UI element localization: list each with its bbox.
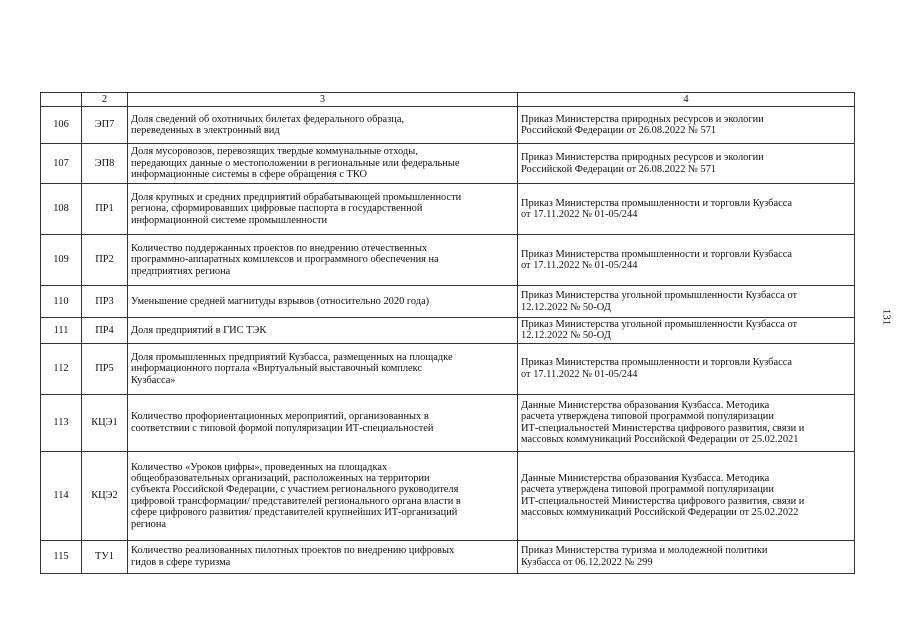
- row-number: 109: [41, 235, 82, 286]
- indicator-source-text: Приказ Министерства туризма и молодежной политики Кузбасса от 06.12.2022 № 299: [521, 545, 768, 568]
- indicator-description-text: Доля мусоровозов, перевозящих твердые коммунальные отходы, передающих данные о местоположении в региональные или федеральные информационные системы в сфере обращения с ТКО: [131, 146, 460, 181]
- indicator-description: [128, 394, 518, 451]
- table-row: [41, 286, 855, 318]
- indicator-description-text: Количество профориентационных мероприятий, организованных в соответствии с типовой формой популяризации ИТ-специальностей: [131, 411, 434, 434]
- indicator-source: [518, 451, 855, 540]
- table-header-row: [41, 93, 855, 107]
- table-row: [41, 144, 855, 184]
- indicator-description: [128, 107, 518, 144]
- indicator-code: ЭП8: [82, 144, 128, 184]
- table-row: [41, 107, 855, 144]
- table-row: [41, 235, 855, 286]
- row-number: 108: [41, 184, 82, 235]
- indicator-description: [128, 318, 518, 344]
- indicator-source: [518, 318, 855, 344]
- indicator-description: [128, 235, 518, 286]
- indicator-code: ТУ1: [82, 540, 128, 573]
- indicator-description-text: Доля предприятий в ГИС ТЭК: [131, 324, 267, 336]
- row-number: 112: [41, 343, 82, 394]
- indicator-code: ЭП7: [82, 107, 128, 144]
- indicator-code: КЦЭ1: [82, 394, 128, 451]
- indicator-code: КЦЭ2: [82, 451, 128, 540]
- indicator-source: [518, 540, 855, 573]
- indicator-source: [518, 184, 855, 235]
- indicator-source: [518, 394, 855, 451]
- indicator-description-text: Количество «Уроков цифры», проведенных на площадках общеобразовательных организаций, расположенных на территории субъекта Российской Федерации, с участием регионального руководителя цифровой трансформации/ представителей регионального органа власти в сфере цифрового развития/ представителей крупнейших ИТ-организаций региона: [131, 461, 461, 530]
- indicator-source-text: Приказ Министерства природных ресурсов и экологии Российской Федерации от 26.08.2022 № 571: [521, 113, 764, 136]
- header-cell-2: 2: [82, 93, 128, 107]
- indicator-description-text: Количество реализованных пилотных проектов по внедрению цифровых гидов в сфере туризма: [131, 545, 455, 568]
- page-number: 131: [880, 308, 893, 326]
- indicator-source-text: Приказ Министерства промышленности и торговли Кузбасса от 17.11.2022 № 01-05/244: [521, 197, 793, 220]
- table-row: [41, 451, 855, 540]
- row-number: 113: [41, 394, 82, 451]
- indicator-source: [518, 343, 855, 394]
- indicator-description: [128, 343, 518, 394]
- row-number: 111: [41, 318, 82, 344]
- indicator-source-text: Приказ Министерства природных ресурсов и экологии Российской Федерации от 26.08.2022 № 571: [521, 152, 764, 175]
- indicator-description-text: Доля промышленных предприятий Кузбасса, размещенных на площадке информационного портала «Виртуальный выставочный комплекс Кузбасса»: [131, 351, 453, 386]
- indicator-description: [128, 286, 518, 318]
- indicator-description-text: Доля крупных и средних предприятий обрабатывающей промышленности региона, сформировавших цифровые паспорта в государственной информационной системе промышленности: [131, 191, 462, 226]
- row-number: 114: [41, 451, 82, 540]
- indicator-source: [518, 286, 855, 318]
- indicator-description: [128, 540, 518, 573]
- indicator-source-text: Приказ Министерства угольной промышленности Кузбасса от 12.12.2022 № 50-ОД: [521, 290, 798, 313]
- row-number: 110: [41, 286, 82, 318]
- indicator-description: [128, 451, 518, 540]
- row-number: 115: [41, 540, 82, 573]
- row-number: 107: [41, 144, 82, 184]
- indicators-table: [40, 92, 855, 574]
- row-number: 106: [41, 107, 82, 144]
- indicator-source-text: Приказ Министерства промышленности и торговли Кузбасса от 17.11.2022 № 01-05/244: [521, 357, 793, 380]
- header-cell-4: 4: [518, 93, 855, 107]
- header-cell-1: [41, 93, 82, 107]
- indicator-code: ПР3: [82, 286, 128, 318]
- table-row: [41, 318, 855, 344]
- table-row: [41, 394, 855, 451]
- indicator-description-text: Доля сведений об охотничьих билетах федерального образца, переведенных в электронный вид: [131, 113, 405, 136]
- table-row: [41, 343, 855, 394]
- table-row: [41, 184, 855, 235]
- indicator-source-text: Данные Министерства образования Кузбасса. Методика расчета утверждена типовой программой популяризации ИТ-специальностей Министерства цифрового развития, связи и массовых коммуникаций Российской Федерации от 25.02.2022: [521, 473, 805, 519]
- indicator-code: ПР2: [82, 235, 128, 286]
- indicator-code: ПР5: [82, 343, 128, 394]
- header-cell-3: 3: [128, 93, 518, 107]
- indicator-source-text: Приказ Министерства угольной промышленности Кузбасса от 12.12.2022 № 50-ОД: [521, 319, 798, 342]
- indicator-code: ПР1: [82, 184, 128, 235]
- indicator-source: [518, 235, 855, 286]
- indicator-source: [518, 144, 855, 184]
- indicator-source-text: Данные Министерства образования Кузбасса. Методика расчета утверждена типовой программой популяризации ИТ-специальностей Министерства цифрового развития, связи и массовых коммуникаций Российской Федерации от 25.02.2021: [521, 400, 805, 446]
- indicator-source-text: Приказ Министерства промышленности и торговли Кузбасса от 17.11.2022 № 01-05/244: [521, 248, 793, 271]
- indicator-code: ПР4: [82, 318, 128, 344]
- indicator-description: [128, 184, 518, 235]
- indicator-description-text: Количество поддержанных проектов по внедрению отечественных программно-аппаратных комплексов и программного обеспечения на предприятиях региона: [131, 242, 439, 277]
- table-row: [41, 540, 855, 573]
- indicator-source: [518, 107, 855, 144]
- indicator-description-text: Уменьшение средней магнитуды взрывов (относительно 2020 года): [131, 295, 430, 307]
- indicator-description: [128, 144, 518, 184]
